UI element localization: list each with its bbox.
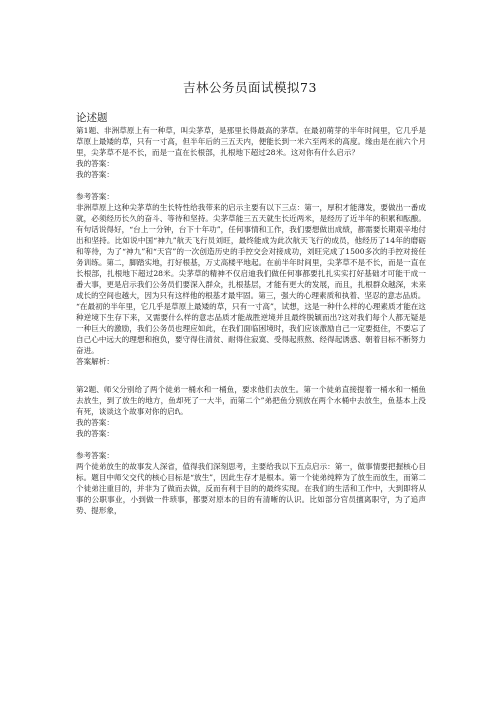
- q2-reference-answer-label: 参考答案：: [76, 451, 114, 460]
- question-2-text: 第2题、师父分别给了两个徒弟一桶水和一桶鱼，要求他们去放生。第一个徒弟直接提着一桶水和一桶鱼去放生，到了放生的地方，鱼却死了一大半，而第二个”弟把鱼分别放在两个水桶中去放生，鱼基本上没有死，谈谈这个故事对你的启f\。: [76, 385, 426, 416]
- q2-reference-answer-paragraph-1: 两个徒弟放生的故事发人深省，值得我们深刻思考，主要给我以下五点启示：第一，做事情要把握核心目标。题目中师父交代的核心目标是“放生”，因此生存才是根本。第一个徒弟纯粹为了放生而放生，而第二个徒弟注重目的，并非为了做而去做，反而有利于目的的最终实现。在我们的生活和工作中，大到即将从事的公职事业，小到做一件琐事，都要对原本的目的有清晰的认识。比如部分官员擅离职守，为了追声势、提形象，: [76, 462, 426, 515]
- q1-reference-answer-label: 参考答案：: [76, 192, 114, 201]
- document-body: [76, 125, 426, 516]
- document-title: 吉林公务员面试模拟73: [183, 80, 317, 95]
- q1-answer-analysis-label: 答案解析：: [76, 357, 114, 366]
- q1-reference-answer-paragraph-1: 非洲草原上这种尖茅草的生长特性给我带来的启示主要有以下三点：第一，厚积才能薄发，要做出一番成就，必须经历长久的奋斗、等待和坚持。尖茅草能三五天就生长近两米，是经历了近半年的积累和酝酿。有句话说得好，“台上一分钟，台下十年功”，任何事情和工作，我们要想做出成绩，都需要长期艰辛地付出和坚持。比如说中国“神九”航天飞行员刘旺，最终能成为此次航天飞行的成员，他经历了14年的磨砺和等待，为了“神九”和“天宫”的一次创造历史的手控交会对接成功，刘旺完成了1500多次的手控对接任务训练。第二，脚踏实地，打好根基，万丈高楼平地起。在前半年时间里，尖茅草不是不长，而是一直在长根部，扎根地下超过28米。尖茅草的精神不仅启迪我们做任何事都要扎扎实实打好基础才可能干成一番大事，更是启示我们公务员们要深入群众，扎根基层，才能有更大的发展，而且，扎根群众越深，未来成长的空间也越大，因为只有这样他的根基才最牢固。第三，强大的心理素质和执着、坚忍的意志品质。: [76, 203, 426, 300]
- q1-my-answer-label-2: 我的答案：: [76, 170, 114, 179]
- q1-my-answer-label: 我的答案：: [76, 159, 114, 168]
- q1-reference-answer-paragraph-2: “在最初的半年里，它几乎是草原上最矮的草，只有一寸高”，试想，这是一种什么样的心理素质才能在这种逆境下生存下来，又需要什么样的意志品质才能战胜逆境并且最终脱颖而出?这对我们每个人都无疑是一种巨大的激励，我们公务员也理应如此，在我们面临困境时，我们应该激励自己一定要挺住，不要忘了自己心中远大的理想和抱负，要守得住清贫、耐得住寂寞、受得起煎熬、经得起诱惑、朝着目标不断努力奋进。: [76, 302, 426, 355]
- q2-my-answer-label-2: 我的答案：: [76, 429, 114, 438]
- q2-my-answer-label: 我的答案：: [76, 418, 114, 427]
- question-1-text: 第1题、非洲草原上有一种草，叫尖茅草，是那里长得最高的茅草。在最初萌芽的半年时间里，它几乎是草原上最矮的草，只有一寸高，但半年后的三五天内，便能长到一米六至两米的高度。缘由是在前六个月里，尖茅草不是不长，而是一直在长根部，扎根地下超过28米。这对你有什么启示？: [76, 126, 426, 157]
- section-heading: 论述题: [76, 112, 108, 124]
